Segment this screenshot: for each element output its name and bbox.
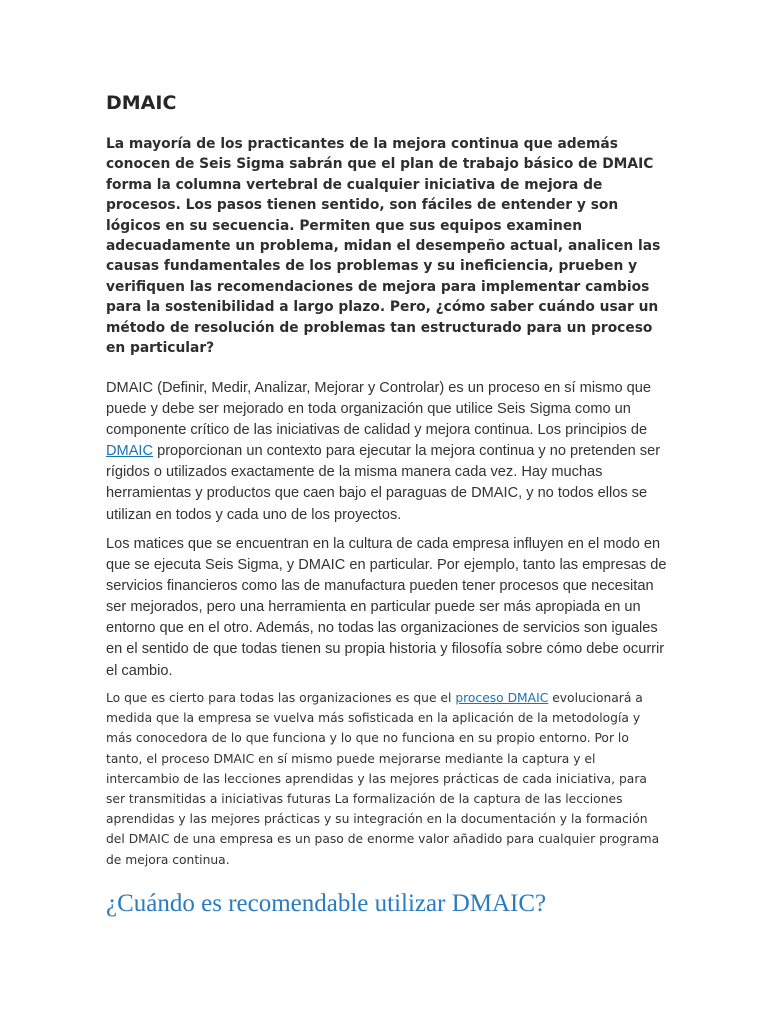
paragraph-1-text-after: proporcionan un contexto para ejecutar la mejora continua y no pretenden ser rígidos o utilizados exactamente de la misma manera cada vez. Hay muchas herramientas y productos que caen bajo el paraguas de DMAIC, y no todos ellos se utilizan en todos y cada uno de los proyectos. (106, 443, 661, 523)
intro-paragraph: La mayoría de los practicantes de la mejora continua que además conocen de Seis Sigma sabrán que el plan de trabajo básico de DMAIC forma la columna vertebral de cualquier iniciativa de mejora de procesos. Los pasos tienen sentido, son fáciles de entender y son lógicos en su secuencia. Permiten que sus equipos examinen adecuadamente un problema, midan el desempeño actual, analicen las causas fundamentales de los problemas y su ineficiencia, prueben y verifiquen las recomendaciones de mejora para implementar cambios para la sostenibilidad a largo plazo. Pero, ¿cómo saber cuándo usar un método de resolución de problemas tan estructurado para un proceso en particular? (106, 136, 661, 357)
body-paragraph-1 (106, 378, 668, 526)
paragraph-3-text-before: Lo que es cierto para todas las organizaciones es que el (106, 691, 456, 705)
page-title: DMAIC (106, 92, 177, 114)
proceso-dmaic-link[interactable]: proceso DMAIC (455, 691, 549, 705)
dmaic-link[interactable]: DMAIC (106, 443, 154, 460)
paragraph-3-text-after: evolucionará a medida que la empresa se vuelva más sofisticada en la aplicación de la metodología y más conocedora de lo que funciona y lo que no funciona en su propio entorno. Por lo tanto, el proceso DMAIC en sí mismo puede mejorarse mediante la captura y el intercambio de las lecciones aprendidas y las mejores prácticas de cada iniciativa, para ser transmitidas a iniciativas futuras La formalización de la captura de las lecciones aprendidas y las mejores prácticas y su integración en la documentación y la formación del DMAIC de una empresa es un paso de enorme valor añadido para cualquier programa de mejora continua. (106, 691, 660, 867)
section-heading: ¿Cuándo es recomendable utilizar DMAIC? (106, 890, 547, 917)
body-paragraph-2: Los matices que se encuentran en la cultura de cada empresa influyen en el modo en que se ejecuta Seis Sigma, y DMAIC en particular. Por ejemplo, tanto las empresas de servicios financieros como las de manufactura pueden tener procesos que necesitan ser mejorados, pero una herramienta en particular puede ser más apropiada en un entorno que en el otro. Además, no todas las organizaciones de servicios son iguales en el sentido de que todas tienen su propia historia y filosofía sobre cómo debe ocurrir el cambio. (106, 536, 667, 679)
paragraph-1-text-before: DMAIC (Definir, Medir, Analizar, Mejorar y Controlar) es un proceso en sí mismo que puede y debe ser mejorado en toda organización que utilice Seis Sigma como un componente crítico de las iniciativas de calidad y mejora continua. Los principios de (106, 380, 652, 439)
body-paragraph-3 (106, 688, 662, 870)
